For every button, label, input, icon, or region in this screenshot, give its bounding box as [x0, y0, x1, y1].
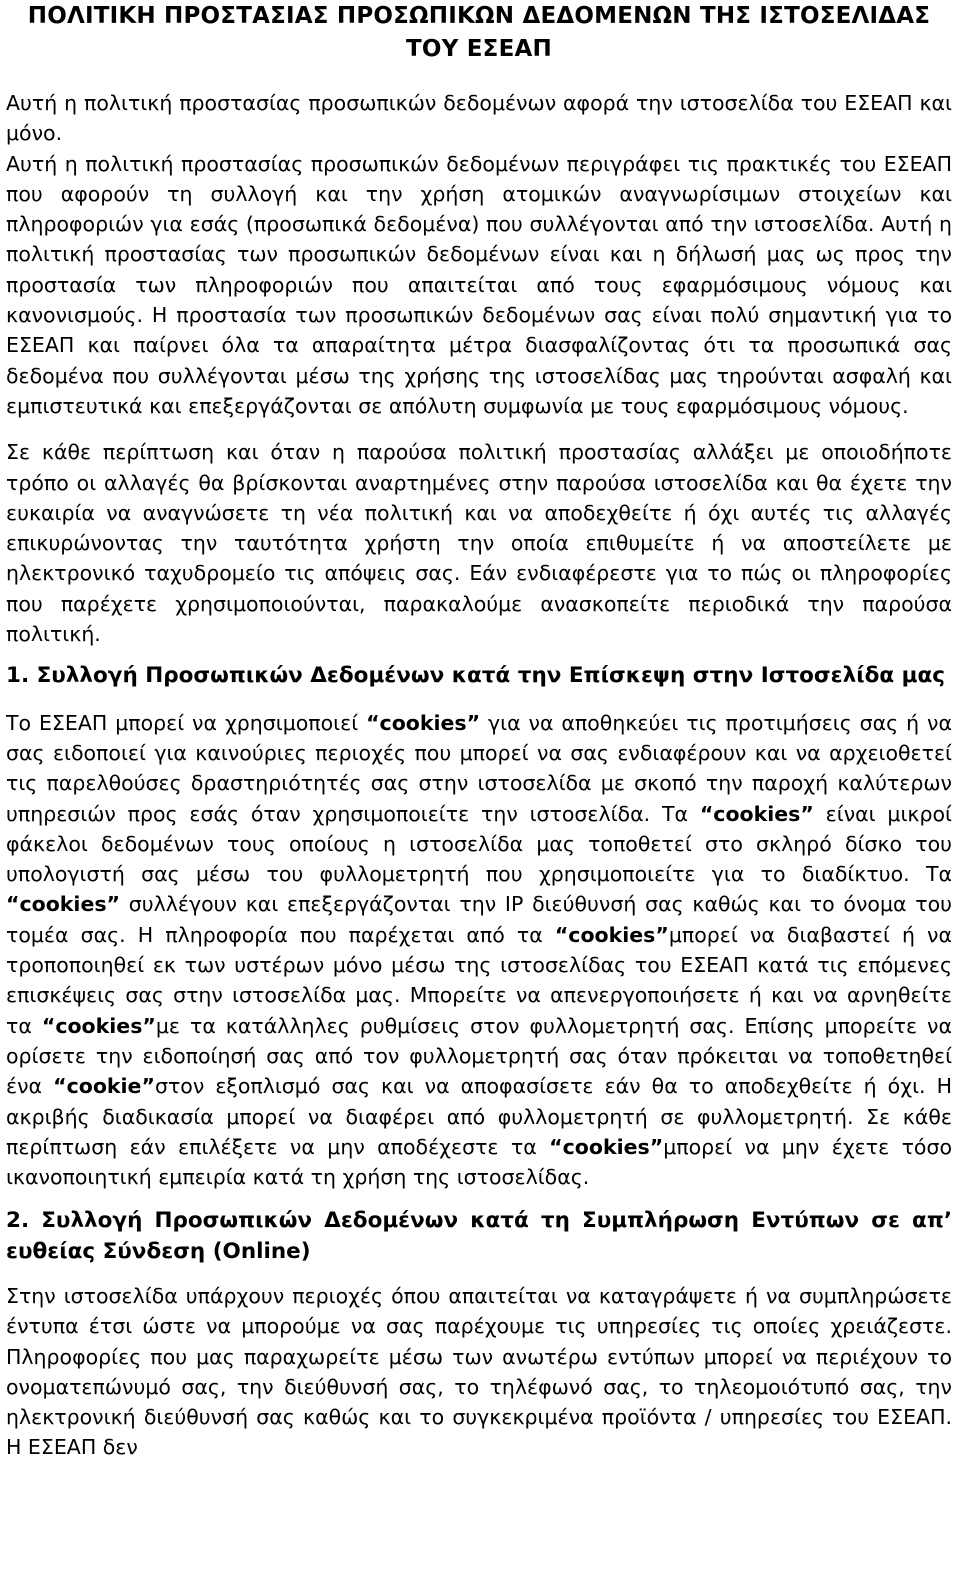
cookies-keyword: “cookies”	[549, 1134, 664, 1159]
cookie-keyword: “cookie”	[53, 1074, 155, 1099]
cookies-keyword: “cookies”	[554, 922, 669, 947]
intro-paragraph: Αυτή η πολιτική προστασίας προσωπικών δεδομένων αφορά την ιστοσελίδα του ΕΣΕΑΠ και μόνο.	[6, 91, 952, 146]
cookies-text-segment: μπορεί να διαβαστεί ή να τροποποιηθεί εκ των υστέρων μόνο μέσω της ιστοσελίδας του ΕΣΕΑΠ κατά τις επόμενες επισκέψεις σας στην ιστοσελίδα μας. Μπορείτε να απενεργοποιήσετε ή και να αρνηθείτε τα	[6, 922, 952, 1038]
cookies-keyword: “cookies”	[6, 892, 121, 917]
section-2-heading: 2. Συλλογή Προσωπικών Δεδομένων κατά τη Συμπλήρωση Εντύπων σε απ’ ευθείας Σύνδεση (Online)	[6, 1208, 952, 1264]
cookies-text-segment: συλλέγουν και επεξεργάζονται την IP διεύθυνσή σας καθώς και το όνομα του τομέα σας. Η πληροφορία που παρέχεται από τα	[6, 892, 952, 947]
cookies-text-segment: Το ΕΣΕΑΠ μπορεί να χρησιμοποιεί	[6, 710, 367, 735]
section-1-heading: 1. Συλλογή Προσωπικών Δεδομένων κατά την Επίσκεψη στην Ιστοσελίδα μας	[6, 663, 945, 689]
cookies-text-segment: για να αποθηκεύει τις προτιμήσεις σας ή να σας ειδοποιεί για καινούριες περιοχές που μπορεί να σας ενδιαφέρουν και να αρχειοθετεί τις παρελθούσες δραστηριότητές σας στην ιστοσελίδα με σκοπό την παροχή καλύτερων υπηρεσιών προς εσάς όταν χρησιμοποιείτε την ιστοσελίδα. Τα	[6, 710, 952, 826]
cookies-keyword: “cookies”	[366, 710, 481, 735]
cookies-text-segment: στον εξοπλισμό σας και να αποφασίσετε εάν θα το αποδεχθείτε ή όχι. Η ακριβής διαδικασία μπορεί να διαφέρει από φυλλομετρητή σε φυλλομετρητή. Σε κάθε περίπτωση εάν επιλέξετε να μην αποδέχεστε τα	[6, 1074, 952, 1159]
policy-changes-paragraph: Σε κάθε περίπτωση και όταν η παρούσα πολιτική προστασίας αλλάξει με οποιοδήποτε τρόπο οι αλλαγές θα βρίσκονται αναρτημένες στην παρούσα ιστοσελίδα και θα έχετε την ευκαιρία να αναγνώσετε τη νέα πολιτική και να αποδεχθείτε ή όχι αυτές τις αλλαγές επικυρώνοντας την ταυτότητα χρήστη την οποία επιθυμείτε ή να αποστείλετε με ηλεκτρονικό ταχυδρομείο τις απόψεις σας. Εάν ενδιαφέρεστε για το πώς οι πληροφορίες που παρέχετε χρησιμοποιούνται, παρακαλούμε ανασκοπείτε περιοδικά την παρούσα πολιτική.	[6, 440, 952, 647]
cookies-text-segment: είναι μικροί φάκελοι δεδομένων τους οποίους η ιστοσελίδα μας τοποθετεί στο σκληρό δίσκο του υπολογιστή σας μέσω του φυλλομετρητή που χρησιμοποιείτε για το διαδίκτυο. Τα	[6, 801, 952, 887]
document-title: ΠΟΛΙΤΙΚΗ ΠΡΟΣΤΑΣΙΑΣ ΠΡΟΣΩΠΙΚΩΝ ΔΕΔΟΜΕΝΩΝ ΤΗΣ ΙΣΤΟΣΕΛΙΔΑΣ ΤΟΥ ΕΣΕΑΠ	[27, 3, 931, 62]
cookies-keyword: “cookies”	[699, 801, 814, 826]
cookies-keyword: “cookies”	[41, 1013, 156, 1038]
cookies-paragraph	[6, 708, 952, 1193]
policy-description-paragraph: Αυτή η πολιτική προστασίας προσωπικών δεδομένων περιγράφει τις πρακτικές του ΕΣΕΑΠ που αφορούν τη συλλογή και την χρήση ατομικών αναγνωρίσιμων στοιχείων και πληροφοριών για εσάς (προσωπικά δεδομένα) που συλλέγονται από την ιστοσελίδα. Αυτή η πολιτική προστασίας των προσωπικών δεδομένων είναι και η δήλωσή μας ως προς την προστασία των πληροφοριών που απαιτείται από τους εφαρμόσιμους νόμους και κανονισμούς. Η προστασία των προσωπικών δεδομένων σας είναι πολύ σημαντική για το ΕΣΕΑΠ και παίρνει όλα τα απαραίτητα μέτρα διασφαλίζοντας ότι τα προσωπικά σας δεδομένα που συλλέγονται μέσω της χρήσης της ιστοσελίδας μας τηρούνται ασφαλή και εμπιστευτικά και επεξεργάζονται σε απόλυτη συμφωνία με τους εφαρμόσιμους νόμους.	[6, 151, 952, 418]
cookies-text-segment: με τα κατάλληλες ρυθμίσεις στον φυλλομετρητή σας. Επίσης μπορείτε να ορίσετε την ειδοποίησή σας από τον φυλλομετρητή σας όταν πρόκειται να τοποθετηθεί ένα	[6, 1013, 952, 1099]
document-page	[6, 0, 952, 1463]
online-forms-paragraph: Στην ιστοσελίδα υπάρχουν περιοχές όπου απαιτείται να καταγράψετε ή να συμπληρώσετε έντυπα έτσι ώστε να μπορούμε να σας παρέχουμε τις υπηρεσίες τις οποίες χρειάζεστε. Πληροφορίες που μας παραχωρείτε μέσω των ανωτέρω εντύπων μπορεί να περιέχουν το ονοματεπώνυμό σας, την διεύθυνσή σας, το τηλέφωνό σας, το τηλεομοιότυπό σας, την ηλεκτρονική διεύθυνσή σας καθώς και το συγκεκριμένα προϊόντα / υπηρεσίες του ΕΣΕΑΠ. Η ΕΣΕΑΠ δεν	[6, 1283, 952, 1460]
cookies-text-segment: μπορεί να μην έχετε τόσο ικανοποιητική εμπειρία κατά τη χρήση της ιστοσελίδας.	[6, 1134, 952, 1190]
